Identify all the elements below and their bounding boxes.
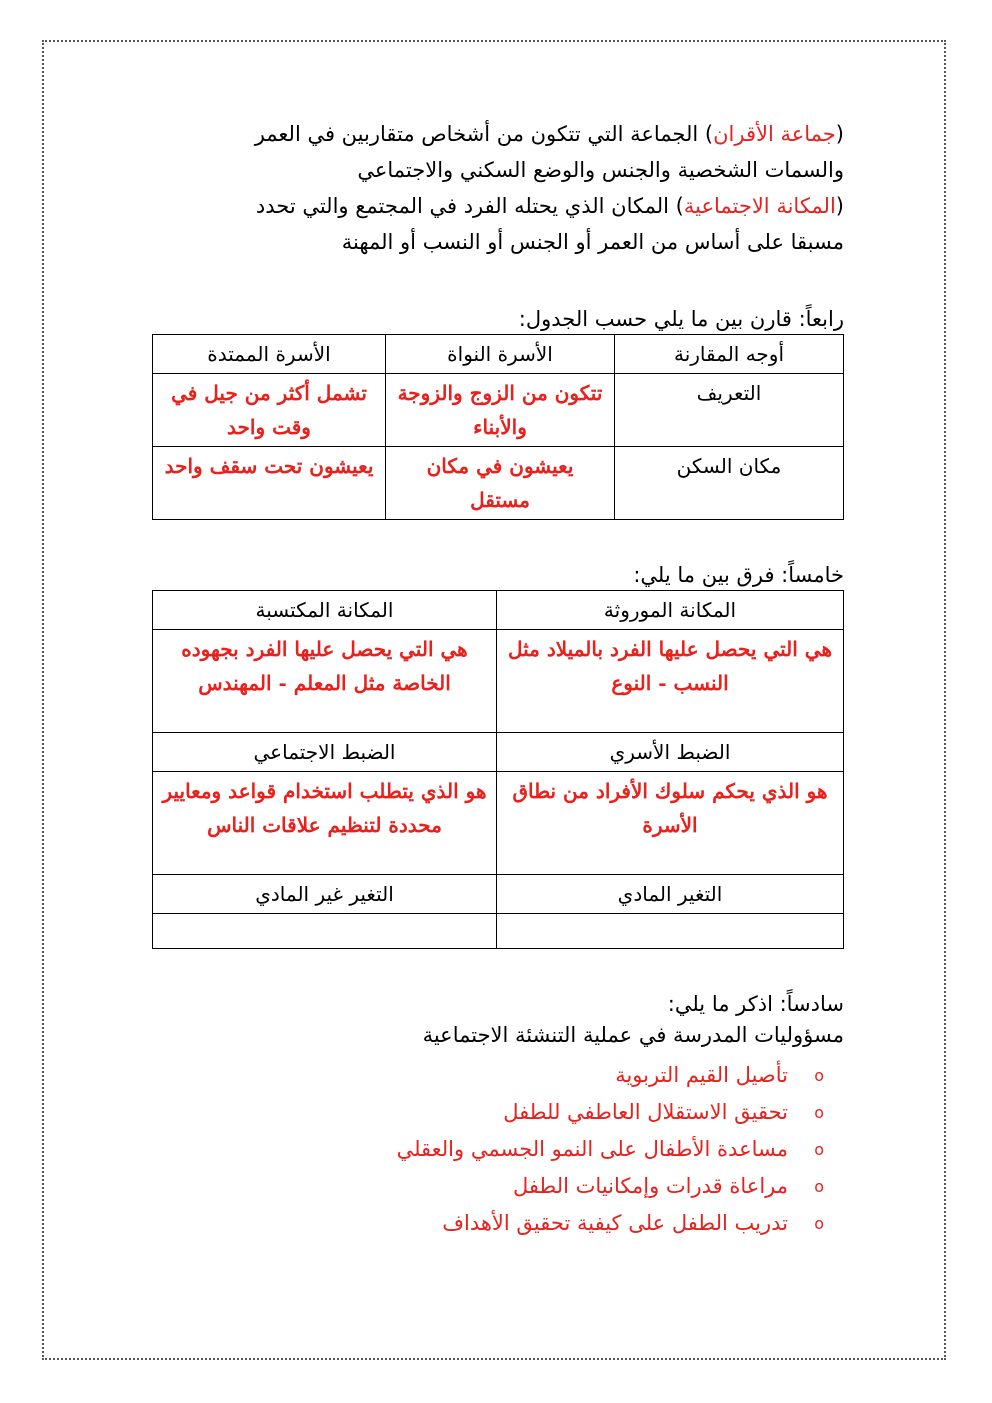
family-comparison-table [152,334,844,520]
pair-head: المكانة الموروثة [497,591,844,630]
header-extended-family: الأسرة الممتدة [153,335,386,374]
table-header-row [153,733,844,772]
answer-cell: هي التي يحصل عليها الفرد بجهوده الخاصة مثل المعلم - المهندس [153,630,497,733]
list-item: o مراعاة قدرات وإمكانيات الطفل [150,1168,788,1205]
row-label: مكان السكن [615,447,844,520]
circle-bullet-icon: o [814,1066,824,1085]
answer-cell: يعيشون تحت سقف واحد [153,447,386,520]
section5-title: خامساً: فرق بين ما يلي: [633,563,844,587]
pair-head: المكانة المكتسبة [153,591,497,630]
worksheet-content [150,116,844,1242]
definition-social-status: (المكانة الاجتماعية) المكان الذي يحتله الفرد في المجتمع والتي تحدد مسبقا على أساس من العمر أو الجنس أو النسب أو المهنة [150,188,844,260]
section4-title: رابعاً: قارن بين ما يلي حسب الجدول: [518,307,844,331]
definition-text: مسبقا على أساس من العمر أو الجنس أو النسب أو المهنة [341,230,844,254]
list-item: o تدريب الطفل على كيفية تحقيق الأهداف [150,1205,788,1242]
definition-text: المكان الذي يحتله الفرد في المجتمع والتي تحدد [255,194,676,218]
answer-cell: تشمل أكثر من جيل في وقت واحد [153,374,386,447]
row-label: التعريف [615,374,844,447]
section6-title: سادساً: اذكر ما يلي: [667,992,844,1016]
definition-peer-group: (جماعة الأقران) الجماعة التي تتكون من أشخاص متقاربين في العمر والسمات الشخصية والجنس والوضع السكني والاجتماعي [150,116,844,188]
answer-cell: هي التي يحصل عليها الفرد بالميلاد مثل النسب - النوع [497,630,844,733]
differences-table [152,590,844,949]
term-social-status: المكانة الاجتماعية [683,194,836,218]
term-peer-group: جماعة الأقران [713,122,836,146]
pair-head: الضبط الأسري [497,733,844,772]
pair-head: الضبط الاجتماعي [153,733,497,772]
header-comparison-aspect: أوجه المقارنة [615,335,844,374]
table-row [153,447,844,520]
answer-cell: تتكون من الزوج والزوجة والأبناء [386,374,615,447]
table-header-row [153,335,844,374]
circle-bullet-icon: o [814,1177,824,1196]
list-item: o تأصيل القيم التربوية [150,1057,788,1094]
answer-cell: يعيشون في مكان مستقل [386,447,615,520]
table-row [153,374,844,447]
empty-answer-cell [497,914,844,949]
pair-head: التغير غير المادي [153,875,497,914]
circle-bullet-icon: o [814,1214,824,1233]
definition-text: والسمات الشخصية والجنس والوضع السكني والاجتماعي [357,158,844,182]
list-item: o مساعدة الأطفال على النمو الجسمي والعقلي [150,1131,788,1168]
table-row [153,630,844,733]
empty-answer-cell [153,914,497,949]
table-row [153,772,844,875]
definition-text: الجماعة التي تتكون من أشخاص متقاربين في العمر [254,122,705,146]
answer-cell: هو الذي يحكم سلوك الأفراد من نطاق الأسرة [497,772,844,875]
section6-subtitle: مسؤوليات المدرسة في عملية التنشئة الاجتماعية [422,1023,844,1047]
circle-bullet-icon: o [814,1140,824,1159]
answer-cell: هو الذي يتطلب استخدام قواعد ومعايير محددة لتنظيم علاقات الناس [153,772,497,875]
pair-head: التغير المادي [497,875,844,914]
circle-bullet-icon: o [814,1103,824,1122]
list-item: o تحقيق الاستقلال العاطفي للطفل [150,1094,788,1131]
header-nuclear-family: الأسرة النواة [386,335,615,374]
table-header-row [153,591,844,630]
responsibilities-list [150,1057,844,1242]
table-header-row [153,875,844,914]
table-row [153,914,844,949]
